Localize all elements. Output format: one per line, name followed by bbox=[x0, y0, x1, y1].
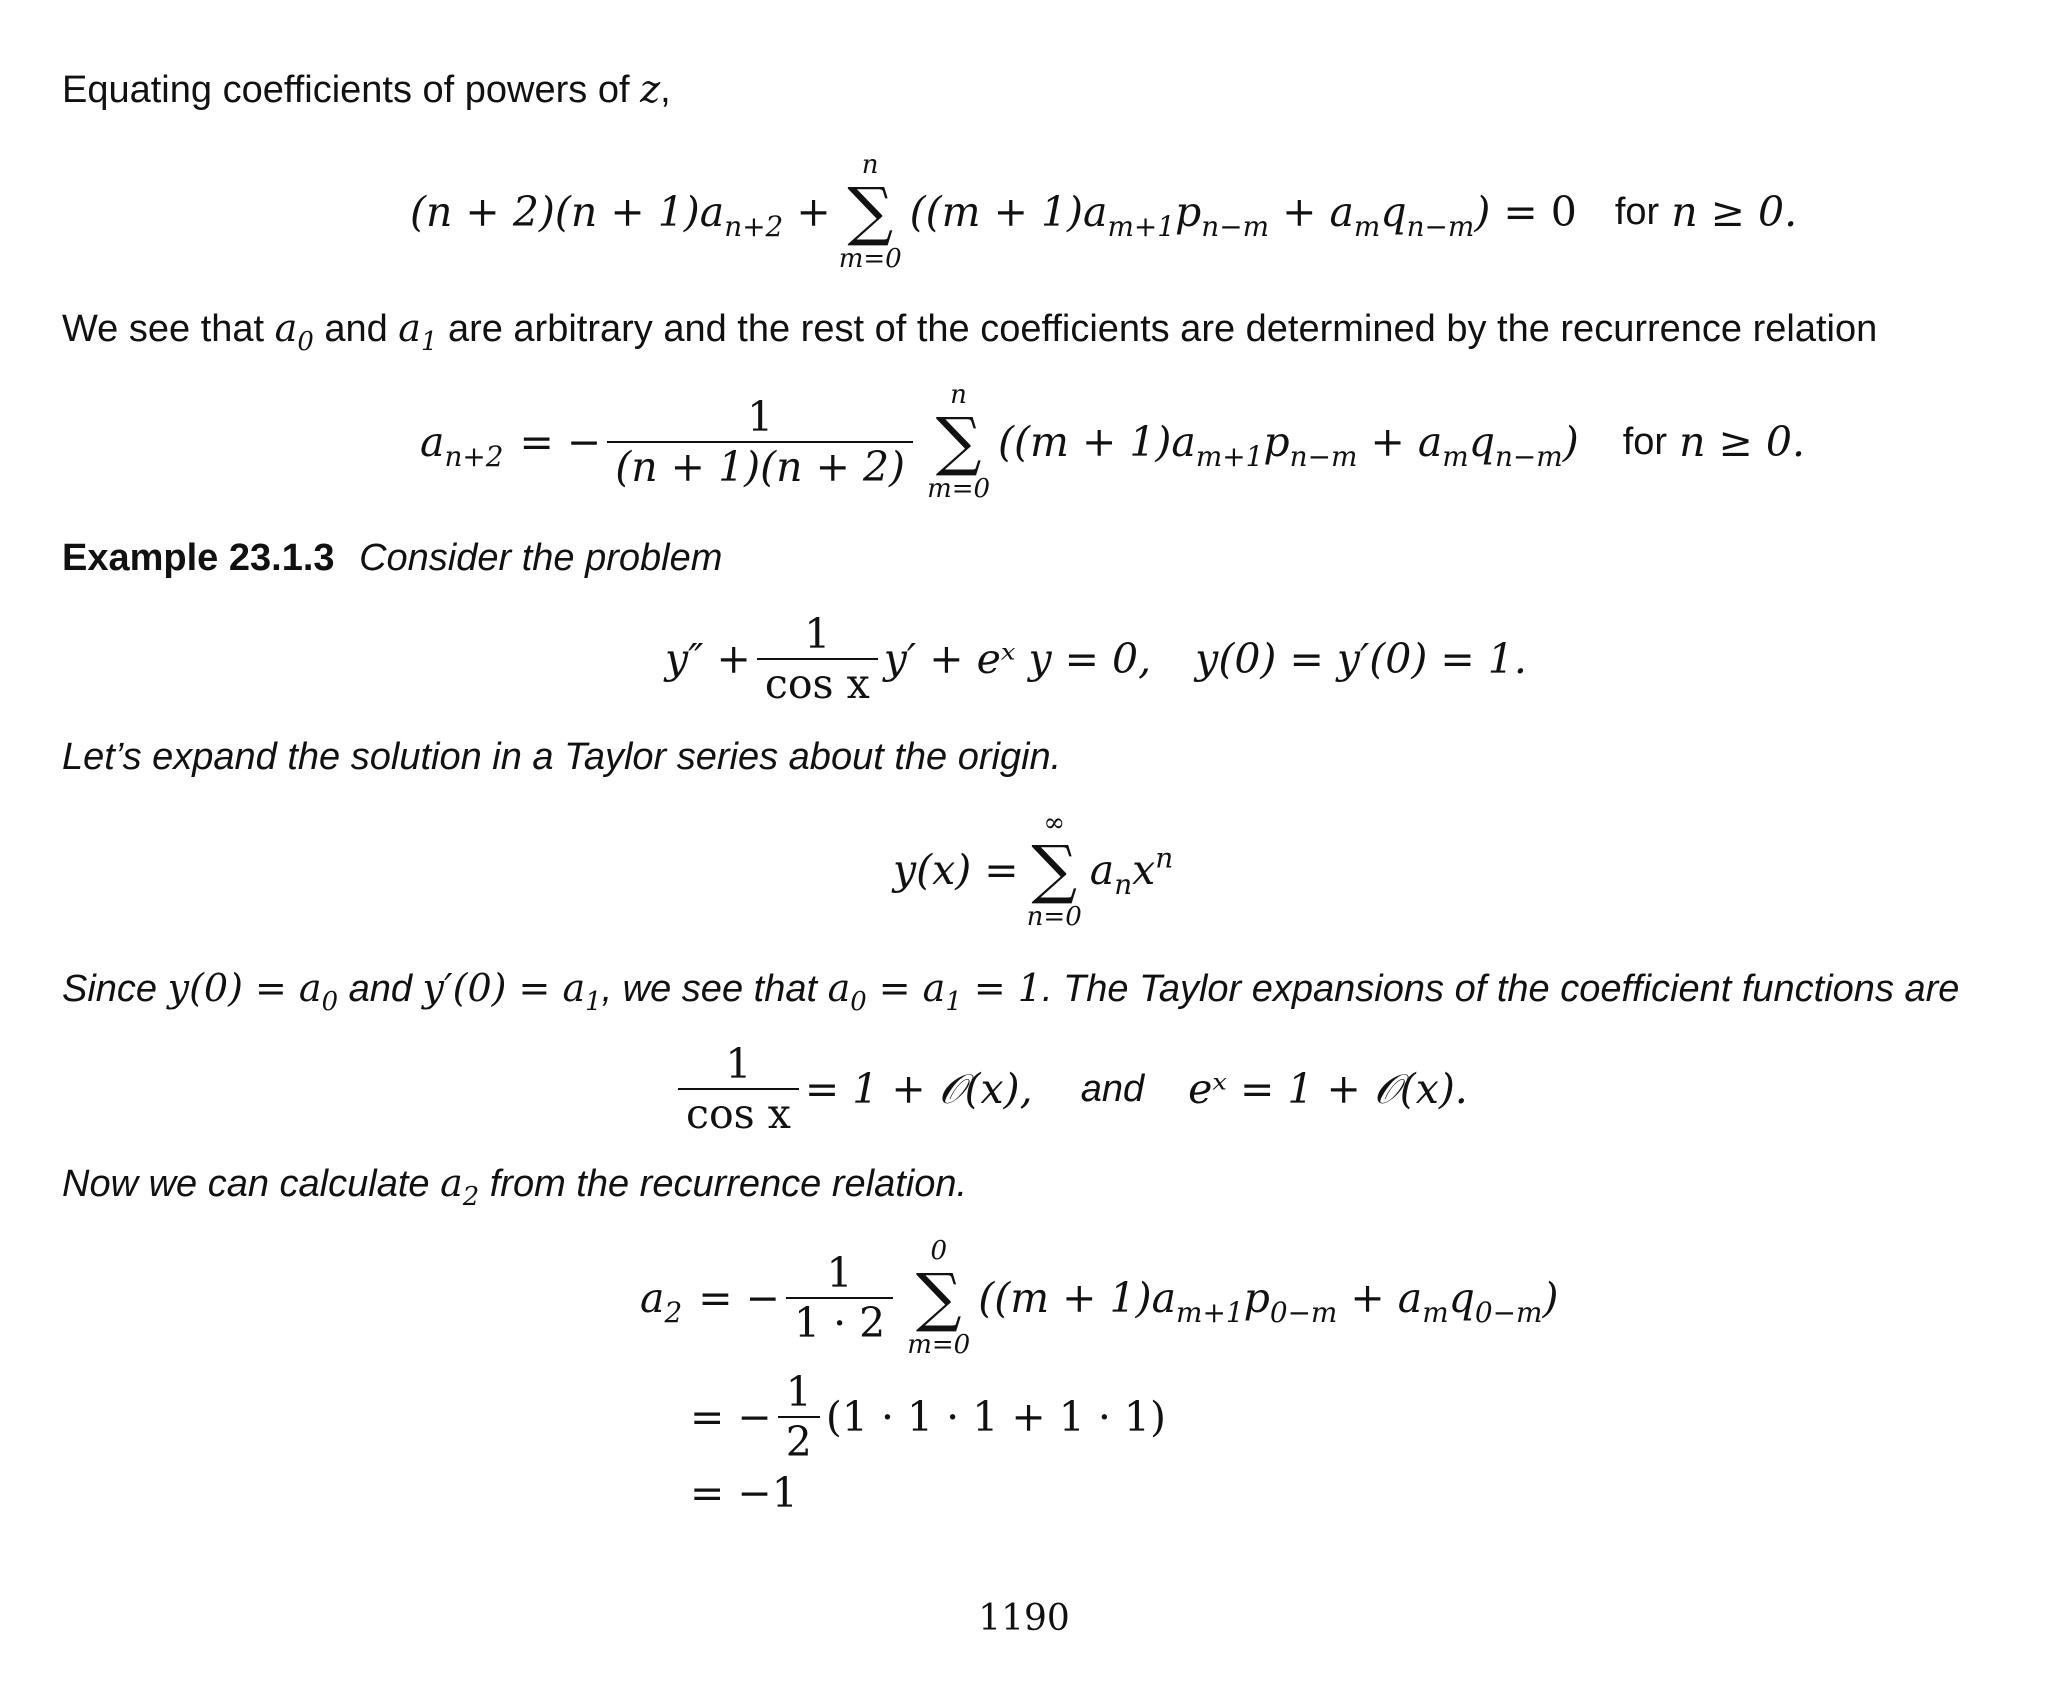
fraction-recurrence: $\frac{1}{(n + 1)(n + 2)}$ bbox=[607, 393, 913, 491]
paragraph-equating: Equating coefficients of powers of z, bbox=[62, 67, 671, 111]
fraction-cos-2: $\frac{1}{\text{cos x}}$ bbox=[678, 1040, 799, 1138]
paragraph-since: Since $y(0) = a_0$ and $y'(0) = a_1$, we see that $a_0 = a_1 = 1$. The Taylor expansions of the coefficient functions are bbox=[62, 966, 1960, 1018]
eq1-body: $((m + 1)a_{m+1}p_{n-m} + a_mq_{n-m}) = 0$ bbox=[909, 188, 1577, 243]
text-equating: Equating coefficients of powers of bbox=[62, 69, 630, 111]
equation-expansions: $\frac{1}{\text{cos x}}$ = 1 + 𝒪(x), and eˣ = 1 + 𝒪(x). bbox=[672, 1040, 1468, 1138]
sum-symbol-2: n ∑ m=0 bbox=[927, 380, 991, 504]
for-label: for bbox=[1614, 190, 1660, 233]
equation-coefficients bbox=[410, 150, 1797, 274]
page-number: 1190 bbox=[978, 1598, 1070, 1639]
equation-a2-line2: = − $\frac{1}{2}$ (1 · 1 · 1 + 1 · 1) bbox=[690, 1368, 1166, 1466]
sum-symbol-4: 0 ∑ m=0 bbox=[907, 1236, 971, 1360]
fraction-half: $\frac{1}{1 \cdot 2}$ bbox=[786, 1249, 893, 1347]
eq1-lhs: $(n + 2)(n + 1)a_{n+2}$ + bbox=[410, 188, 831, 243]
sum-symbol: n ∑ m=0 bbox=[838, 150, 902, 274]
equation-a2-line3: = −1 bbox=[690, 1469, 798, 1517]
sum-symbol-3: ∞ ∑ n=0 bbox=[1026, 808, 1082, 932]
paragraph-taylor: Let’s expand the solution in a Taylor series about the origin. bbox=[62, 736, 1062, 778]
paragraph-calculate: Now we can calculate $a_2$ from the recurrence relation. bbox=[62, 1161, 968, 1213]
paragraph-arbitrary: We see that $a_0$ and $a_1$ are arbitrary and the rest of the coefficients are determined by the recurrence relation bbox=[62, 306, 1878, 358]
for-condition: n ≥ 0. bbox=[1671, 188, 1798, 236]
fraction-cos: $\frac{1}{\text{cos x}}$ bbox=[757, 610, 878, 708]
example-text: Consider the problem bbox=[359, 537, 723, 579]
example-label: Example 23.1.3 bbox=[62, 537, 335, 579]
equation-a2-line1: $a_2$ = − $\frac{1}{1 \cdot 2}$ 0 ∑ m=0 $((m + 1)a_{m+1}p_{0-m} + a_mq_{0-m})$ bbox=[640, 1236, 1559, 1360]
math-z: z bbox=[640, 67, 661, 111]
equation-recurrence: $a_{n+2}$ = − $\frac{1}{(n + 1)(n + 2)}$ n ∑ m=0 $((m + 1)a_{m+1}p_{n-m} + a_mq_{n-m})$ for n ≥ 0. bbox=[420, 380, 1806, 504]
equation-series: y(x) = ∞ ∑ n=0 $a_nx^n$ bbox=[893, 808, 1174, 932]
equation-ode: y″ + $\frac{1}{\text{cos x}}$ y′ + eˣ y = 0, y(0) = y′(0) = 1. bbox=[665, 610, 1527, 708]
example-heading bbox=[62, 535, 722, 581]
fraction-half-2: $\frac{1}{2}$ bbox=[778, 1368, 820, 1466]
